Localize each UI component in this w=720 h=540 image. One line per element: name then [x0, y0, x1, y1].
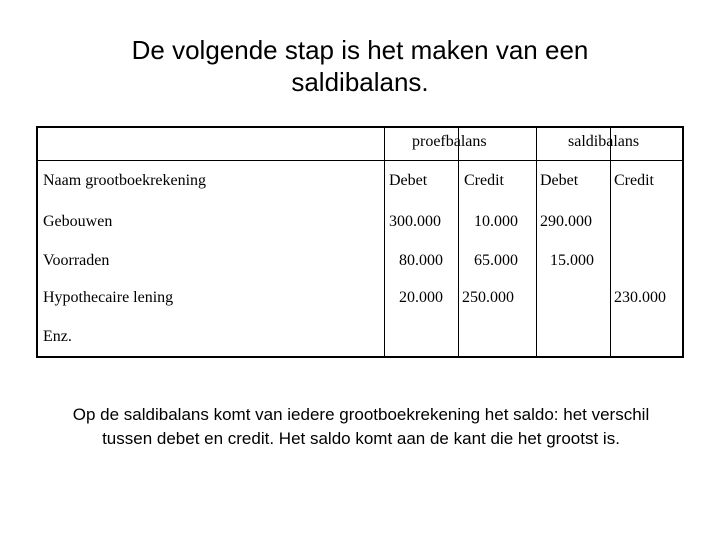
row-proef-credit: 10.000	[474, 213, 518, 230]
header-divider	[38, 160, 682, 161]
column-divider	[458, 128, 459, 356]
column-header-saldi-credit: Credit	[614, 172, 654, 189]
column-header-account: Naam grootboekrekening	[43, 172, 207, 189]
row-saldi-credit: 230.000	[614, 289, 666, 306]
row-proef-credit: 65.000	[474, 252, 518, 269]
column-divider	[384, 128, 385, 356]
row-proef-debet: 20.000	[399, 289, 443, 306]
slide-title-line-2: saldibalans.	[291, 67, 429, 97]
group-header-proefbalans: proefbalans	[412, 133, 487, 150]
row-proef-debet: 300.000	[389, 213, 441, 230]
row-saldi-debet: 290.000	[540, 213, 592, 230]
column-header-proef-credit: Credit	[464, 172, 504, 189]
slide-title	[60, 34, 660, 98]
group-header-saldibalans: saldibalans	[568, 133, 640, 150]
row-account: Hypothecaire lening	[43, 289, 174, 306]
row-account: Gebouwen	[43, 213, 113, 230]
saldibalans-table	[36, 126, 684, 358]
row-saldi-debet: 15.000	[550, 252, 594, 269]
column-divider	[536, 128, 537, 356]
row-account: Enz.	[43, 328, 72, 345]
slide-title-line-1: De volgende stap is het maken van een	[131, 35, 589, 65]
row-proef-debet: 80.000	[399, 252, 443, 269]
row-account: Voorraden	[43, 252, 110, 269]
column-divider	[610, 128, 611, 356]
row-proef-credit: 250.000	[462, 289, 514, 306]
explanation-text: Op de saldibalans komt van iedere grootboekrekening het saldo: het verschil tussen debet en credit. Het saldo komt aan de kant die het grootst is.	[72, 405, 650, 448]
column-header-saldi-debet: Debet	[540, 172, 579, 189]
column-header-proef-debet: Debet	[389, 172, 428, 189]
